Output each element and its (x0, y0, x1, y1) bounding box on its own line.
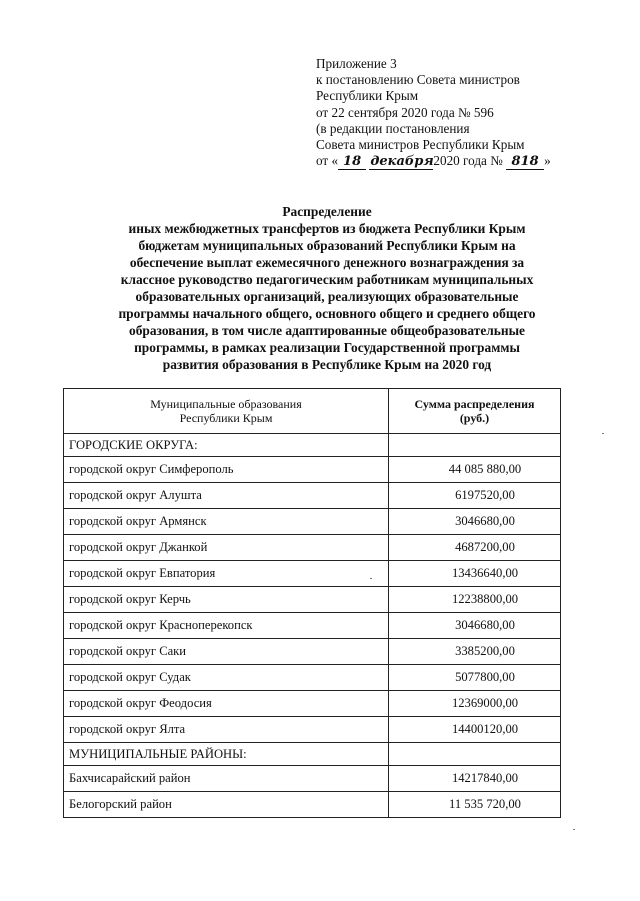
amount-value: 3385200,00 (389, 639, 561, 665)
municipality-name: городской округ Джанкой (64, 535, 389, 561)
column-header-municipality: Муниципальные образования Республики Крым (64, 389, 389, 434)
handwritten-day: 18 (338, 155, 366, 170)
municipality-name: городской округ Саки (64, 639, 389, 665)
section-label: МУНИЦИПАЛЬНЫЕ РАЙОНЫ: (64, 743, 389, 766)
title-line: иных межбюджетных трансфертов из бюджета Республики Крым (128, 221, 526, 236)
table-row (64, 587, 561, 613)
municipality-name: Белогорский район (64, 792, 389, 818)
appendix-line: Приложение 3 (316, 56, 397, 71)
scan-speck (602, 433, 604, 434)
section-row-city-districts (64, 434, 561, 457)
handwritten-number: 818 (506, 155, 544, 170)
column-header-amount: Сумма распределения (руб.) (389, 389, 561, 434)
amount-value: 6197520,00 (389, 483, 561, 509)
title-line: образовательных организаций, реализующих образовательные (135, 289, 519, 304)
amount-value: 11 535 720,00 (389, 792, 561, 818)
handwritten-month: декабря (370, 154, 434, 170)
appendix-block (316, 56, 551, 170)
table-row (64, 535, 561, 561)
table-row (64, 457, 561, 483)
appendix-line: к постановлению Совета министров (316, 72, 520, 88)
amount-value: 12238800,00 (389, 587, 561, 613)
table-row (64, 509, 561, 535)
amount-value: 44 085 880,00 (389, 457, 561, 483)
amount-value: 4687200,00 (389, 535, 561, 561)
section-row-municipal-districts (64, 743, 561, 766)
table-row (64, 639, 561, 665)
title-line: программы, в рамках реализации Государственной программы (134, 340, 520, 355)
amount-value: 12369000,00 (389, 691, 561, 717)
title-line: образования, в том числе адаптированные общеобразовательные (129, 323, 525, 338)
distribution-table (63, 388, 561, 818)
table-row (64, 561, 561, 587)
amount-value: 14400120,00 (389, 717, 561, 743)
municipality-name: городской округ Евпатория (64, 561, 389, 587)
municipality-name: городской округ Алушта (64, 483, 389, 509)
table-row (64, 691, 561, 717)
title-line: развития образования в Республике Крым на 2020 год (162, 357, 492, 372)
amount-value: 13436640,00 (389, 561, 561, 587)
municipality-name: городской округ Армянск (64, 509, 389, 535)
table-row (64, 483, 561, 509)
scan-speck (573, 829, 575, 830)
empty-cell (389, 743, 561, 766)
municipality-name: городской округ Феодосия (64, 691, 389, 717)
title-line: классное руководство педагогическим работникам муниципальных (120, 272, 534, 287)
table-row (64, 717, 561, 743)
municipality-name: городской округ Судак (64, 665, 389, 691)
document-title (62, 203, 592, 373)
municipality-name: городской округ Ялта (64, 717, 389, 743)
title-line: программы начального общего, основного общего и среднего общего (118, 306, 536, 321)
amount-value: 3046680,00 (389, 613, 561, 639)
date-prefix: от « (316, 153, 339, 169)
municipality-name: Бахчисарайский район (64, 766, 389, 792)
municipality-name: городской округ Керчь (64, 587, 389, 613)
amount-value: 5077800,00 (389, 665, 561, 691)
appendix-line: Республики Крым (316, 88, 419, 104)
table-row (64, 665, 561, 691)
appendix-line: от 22 сентября 2020 года № 596 (316, 104, 494, 120)
title-line: бюджетам муниципальных образований Республики Крым на (138, 238, 516, 253)
section-label: ГОРОДСКИЕ ОКРУГА: (64, 434, 389, 457)
table-row (64, 792, 561, 818)
empty-cell (389, 434, 561, 457)
amount-value: 3046680,00 (389, 509, 561, 535)
title-line: обеспечение выплат ежемесячного денежного вознаграждения за (129, 255, 525, 270)
title-heading: Распределение (282, 204, 372, 219)
scan-speck (370, 578, 372, 579)
municipality-name: городской округ Красноперекопск (64, 613, 389, 639)
table-header-row (64, 389, 561, 434)
table-row (64, 613, 561, 639)
amount-value: 14217840,00 (389, 766, 561, 792)
appendix-date-line (316, 153, 551, 170)
municipality-name: городской округ Симферополь (64, 457, 389, 483)
appendix-line: (в редакции постановления (316, 120, 470, 136)
appendix-line: Совета министров Республики Крым (316, 137, 525, 153)
date-year-text: 2020 года № (433, 153, 503, 169)
table-row (64, 766, 561, 792)
date-closing: » (544, 153, 551, 169)
